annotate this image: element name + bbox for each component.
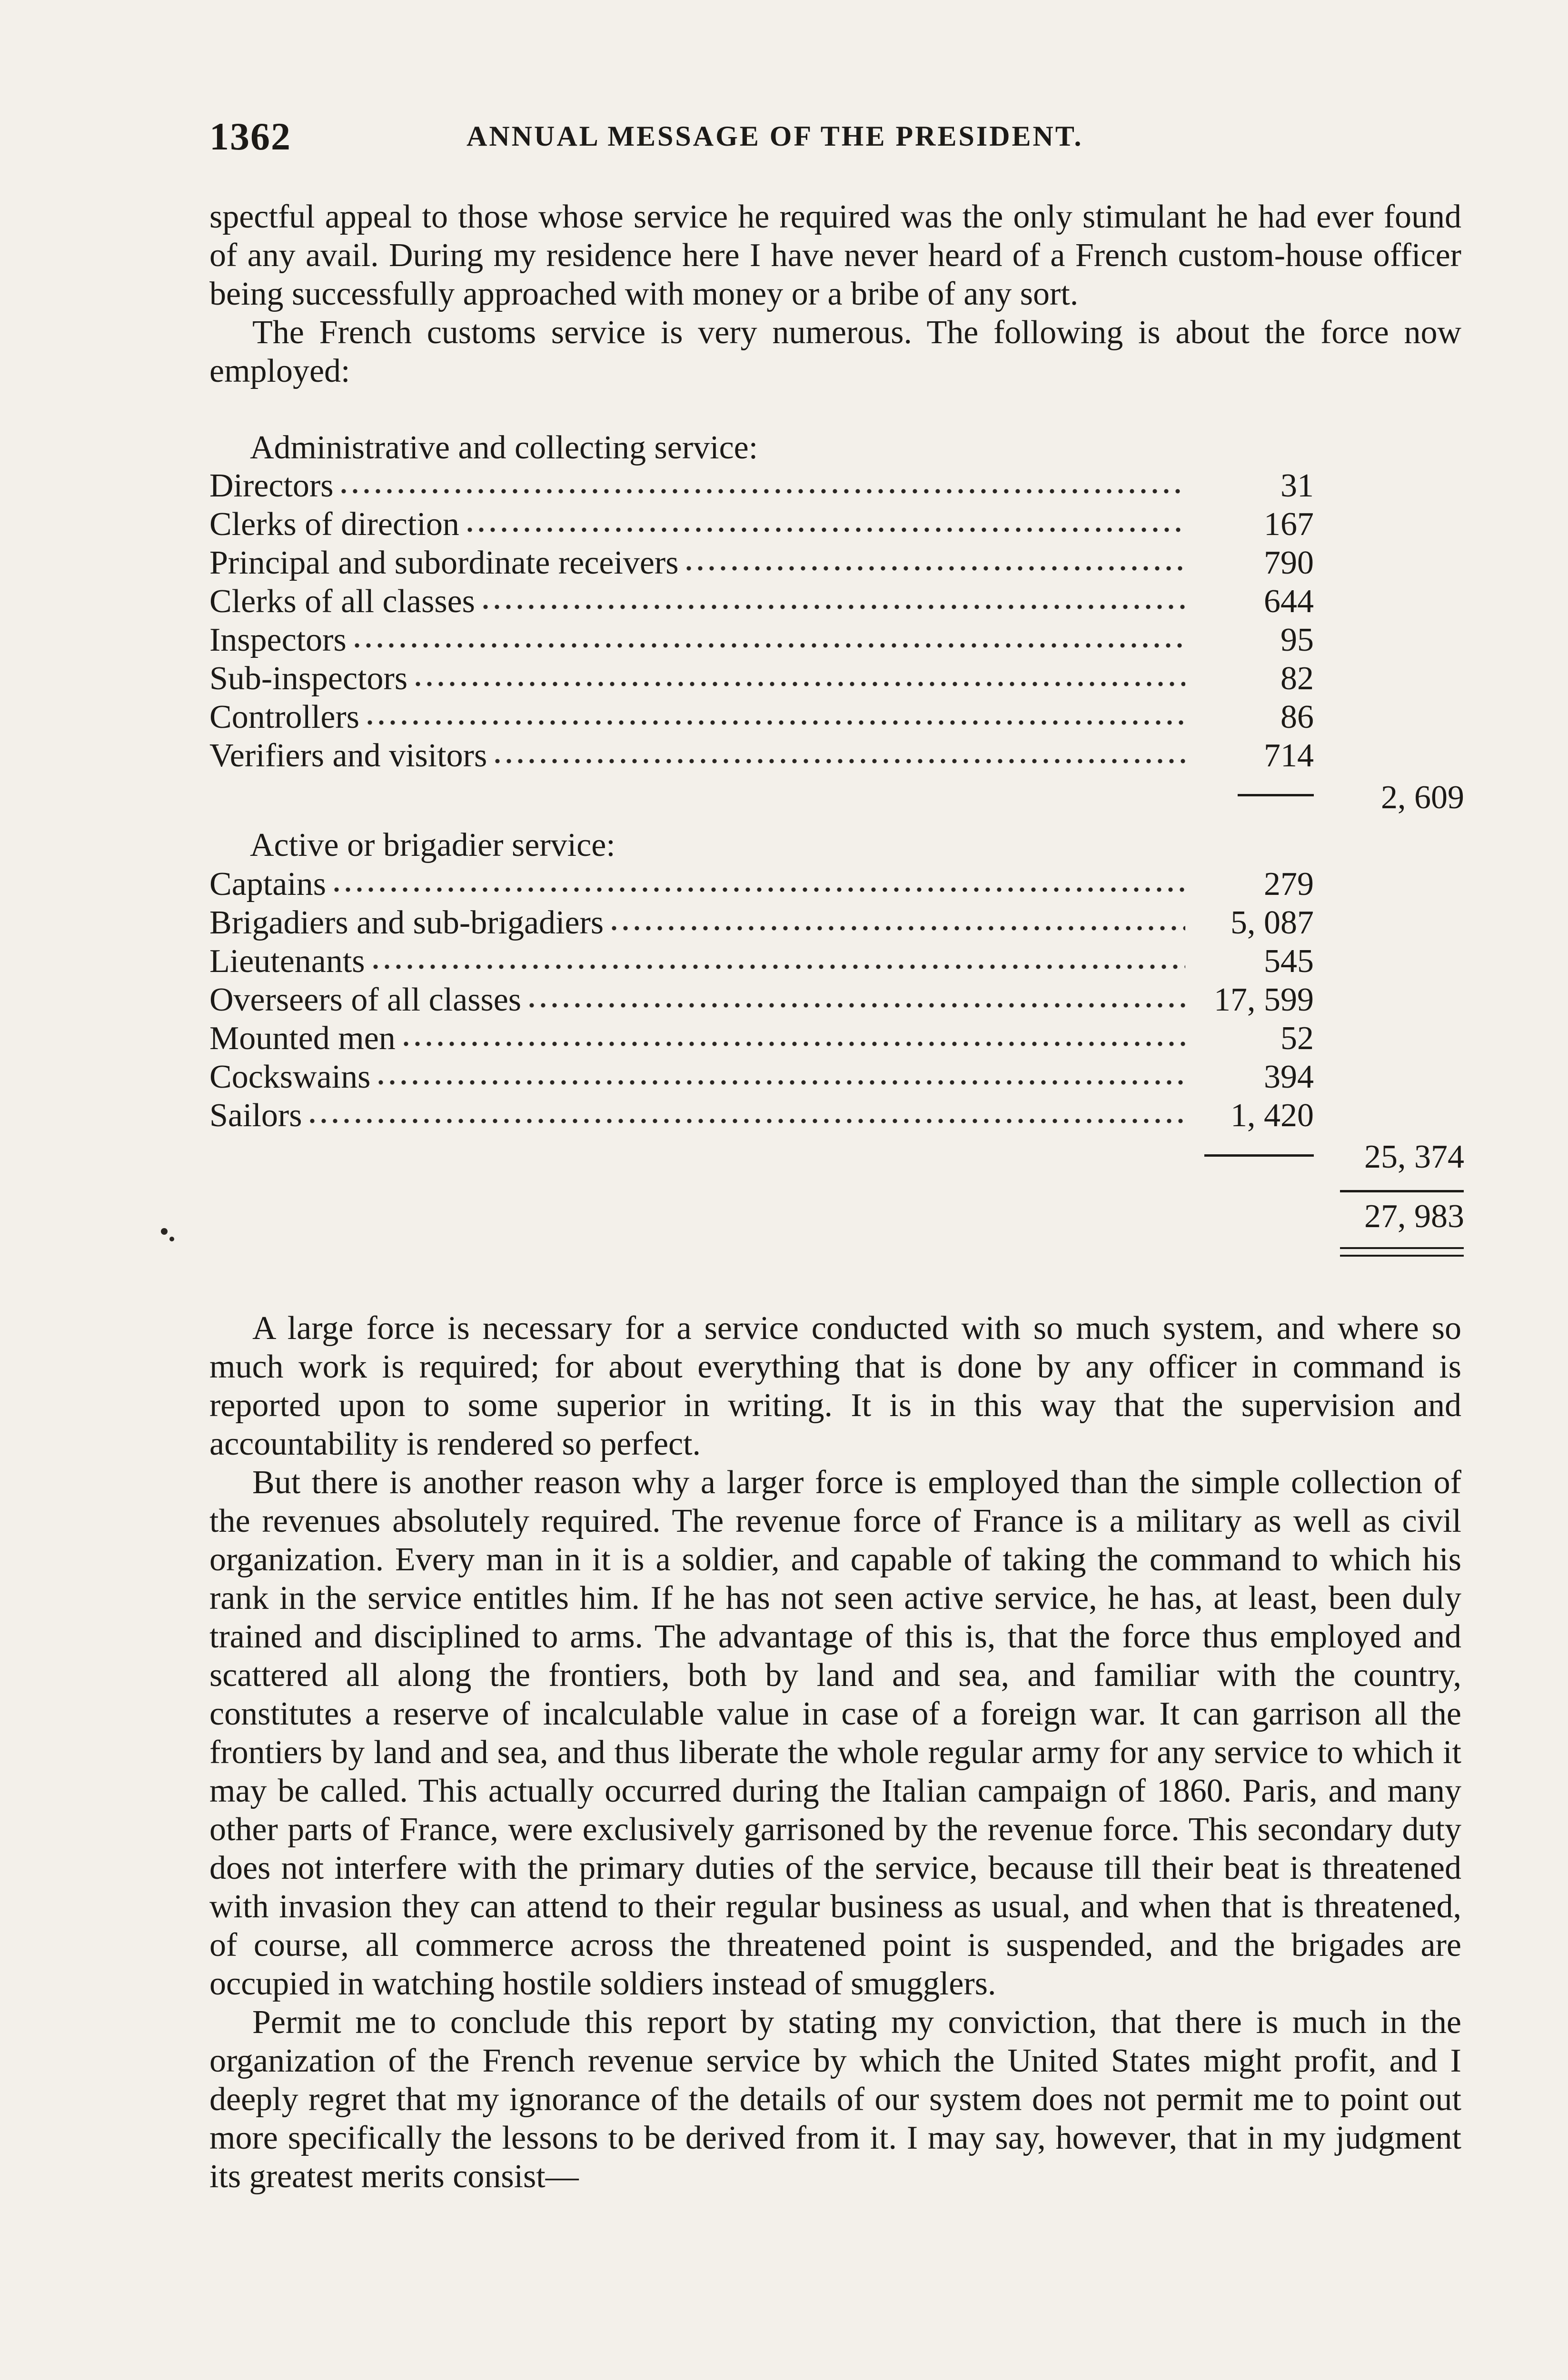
- row-label: Controllers: [209, 699, 359, 735]
- administrative-heading: Administrative and collecting service:: [250, 429, 758, 466]
- table-row: [209, 903, 1314, 942]
- row-value: 5, 087: [1231, 904, 1314, 941]
- dot-leader: [307, 1118, 1185, 1124]
- row-value: 1, 420: [1231, 1097, 1314, 1134]
- table-row: [209, 698, 1314, 736]
- table-row: [209, 1096, 1314, 1135]
- active-heading: Active or brigadier service:: [250, 827, 615, 863]
- row-value: 545: [1264, 943, 1314, 980]
- dot-leader: [351, 643, 1185, 648]
- closing-paragraph: Permit me to conclude this report by stating my conviction, that there is much in the organization of the French revenue service by which the United States might profit, and I deeply regret that my ignorance of the details of our system does not permit me to point out more specifically the lessons to be derived from it. I may say, however, that in my judgment its greatest merits consist—: [209, 2004, 1461, 2195]
- row-value: 86: [1280, 699, 1314, 735]
- dot-leader: [526, 1002, 1185, 1008]
- row-value: 31: [1280, 467, 1314, 504]
- row-value: 714: [1264, 737, 1314, 774]
- dot-leader: [480, 604, 1185, 610]
- dot-leader: [338, 488, 1185, 494]
- row-label: Overseers of all classes: [209, 982, 522, 1018]
- row-value: 279: [1264, 866, 1314, 902]
- row-value: 790: [1264, 545, 1314, 581]
- closing-paragraph: A large force is necessary for a service conducted with so much system, and where so much work is required; for about everything that is done by any officer in command is reported upon to some superior in writing. It is in this way that the supervision and accountability is rendered so perfect.: [209, 1310, 1461, 1462]
- row-label: Captains: [209, 866, 326, 902]
- row-label: Directors: [209, 467, 334, 504]
- row-label: Brigadiers and sub-brigadiers: [209, 904, 604, 941]
- table-row: [209, 544, 1314, 582]
- table-row: [209, 659, 1314, 698]
- active-subtotal: 25, 374: [1364, 1139, 1464, 1175]
- table-row: [209, 505, 1314, 544]
- intro-text: [209, 198, 1461, 390]
- dot-leader: [608, 925, 1185, 931]
- dot-leader: [364, 720, 1185, 725]
- closing-text: [209, 1309, 1461, 2196]
- table-row: [209, 981, 1314, 1019]
- dot-leader: [400, 1041, 1185, 1047]
- subtotal-rule: [1238, 794, 1314, 796]
- table-row: [209, 582, 1314, 621]
- running-head: ANNUAL MESSAGE OF THE PRESIDENT.: [466, 120, 1083, 152]
- subtotal-rule: [1204, 1154, 1314, 1157]
- dot-leader: [370, 964, 1185, 970]
- row-label: Clerks of all classes: [209, 583, 475, 620]
- row-value: 52: [1280, 1020, 1314, 1057]
- table-row: [209, 1058, 1314, 1096]
- table-row: [209, 466, 1314, 505]
- dot-leader: [464, 527, 1185, 533]
- row-value: 394: [1264, 1059, 1314, 1095]
- row-value: 17, 599: [1214, 982, 1314, 1018]
- administrative-subtotal: 2, 609: [1381, 779, 1464, 816]
- row-value: 95: [1280, 622, 1314, 658]
- row-value: 167: [1264, 506, 1314, 543]
- table-row: [209, 621, 1314, 659]
- double-rule-bottom: [1340, 1255, 1464, 1257]
- dot-leader: [412, 681, 1185, 687]
- row-value: 82: [1280, 660, 1314, 697]
- row-label: Sailors: [209, 1097, 302, 1134]
- total-rule: [1340, 1190, 1464, 1192]
- grand-total: 27, 983: [1364, 1198, 1464, 1235]
- dot-leader: [683, 565, 1185, 571]
- dot-leader: [375, 1080, 1185, 1085]
- table-row: [209, 736, 1314, 775]
- dot-leader: [331, 887, 1185, 892]
- page-number: 1362: [209, 115, 291, 158]
- row-label: Principal and subordinate receivers: [209, 545, 679, 581]
- closing-paragraph: But there is another reason why a larger force is employed than the simple collection of the revenues absolutely required. The revenue force of France is a military as well as civil organization. Every man in it is a soldier, and capable of taking the command to which his rank in the service entitles him. If he has not seen active service, he has, at least, been duly trained and disciplined to arms. The advantage of this is, that the force thus employed and scattered all along the frontiers, both by land and sea, and familiar with the country, constitutes a reserve of incalculable value in case of a foreign war. It can garrison all the frontiers by land and sea, and thus liberate the whole regular army for any service to which it may be called. This actually occurred during the Italian campaign of 1860. Paris, and many other parts of France, were exclusively garrisoned by the revenue force. This secondary duty does not interfere with the primary duties of the service, because till their beat is threatened with invasion they can attend to their regular business as usual, and when that is threatened, of course, all commerce across the threatened point is suspended, and the brigades are occupied in watching hostile soldiers instead of smugglers.: [209, 1464, 1461, 2002]
- table-row: [209, 1019, 1314, 1058]
- row-label: Mounted men: [209, 1020, 396, 1057]
- table-row: [209, 942, 1314, 981]
- row-label: Clerks of direction: [209, 506, 459, 543]
- row-label: Lieutenants: [209, 943, 365, 980]
- row-value: 644: [1264, 583, 1314, 620]
- double-rule-top: [1340, 1247, 1464, 1249]
- row-label: Cockswains: [209, 1059, 371, 1095]
- dot-leader: [492, 758, 1185, 764]
- intro-paragraph: The French customs service is very numerous. The following is about the force now employed:: [209, 314, 1461, 389]
- row-label: Sub-inspectors: [209, 660, 408, 697]
- table-row: [209, 865, 1314, 903]
- page-header: [209, 114, 1461, 167]
- ink-speck: [169, 1237, 174, 1241]
- intro-paragraph: spectful appeal to those whose service he required was the only stimulant he had ever found of any avail. During my residence here I have never heard of a French custom-house officer being successfully approached with money or a bribe of any sort.: [209, 198, 1461, 312]
- ink-speck: [161, 1228, 168, 1235]
- row-label: Verifiers and visitors: [209, 737, 487, 774]
- row-label: Inspectors: [209, 622, 347, 658]
